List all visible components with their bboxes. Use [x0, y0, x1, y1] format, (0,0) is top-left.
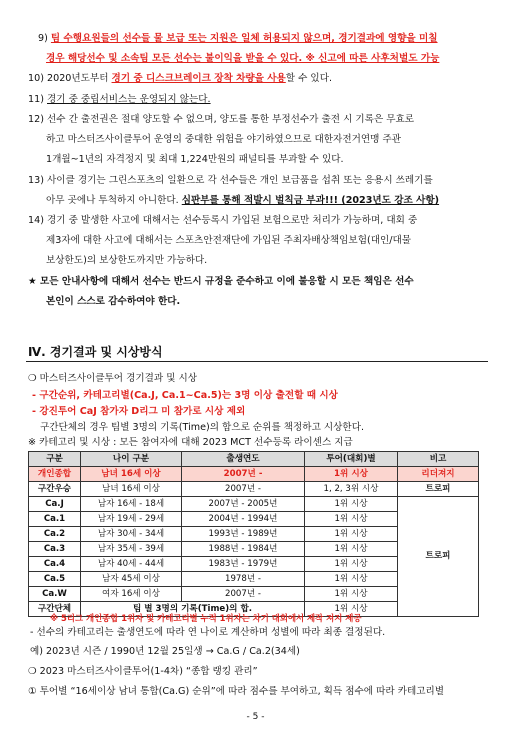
rule-13-emphasis: 심판부를 통해 적발시 벌칙금 부과!!! (2023년도 강조 사항) — [181, 195, 440, 206]
rule-9-number: 9) — [38, 33, 48, 44]
table-cell: 2007년 - 2005년 — [182, 497, 305, 512]
table-cell: 구간단체 — [29, 602, 81, 617]
table-cell: 1, 2, 3위 시상 — [305, 482, 398, 497]
jersey-note: ※ 5리그 개인종합 1위자 및 카테고리별 누적 1위자는 차기 대회에서 제작 져지 제공 — [50, 613, 362, 623]
table-cell: 개인종합 — [29, 467, 81, 482]
table-cell: 리더져지 — [398, 467, 479, 482]
category-calc-note: - 선수의 카테고리는 출생연도에 따라 연 나이로 계산하며 성별에 따라 최종 결정된다. — [30, 627, 386, 638]
rule-13-line-1: 13) 사이클 경기는 그린스포츠의 일환으로 각 선수들은 개인 보급품을 섭취 또는 응용시 쓰레기를 — [28, 175, 433, 186]
table-cell: 여자 16세 이상 — [81, 587, 182, 602]
rule-9-line-2 — [46, 53, 439, 65]
header-cell: 투어(대회)별 — [305, 452, 398, 467]
table-cell: 남자 40세 - 44세 — [81, 557, 182, 572]
table-cell: Ca.5 — [29, 572, 81, 587]
table-row — [29, 482, 479, 497]
table-cell: 1978년 - — [182, 572, 305, 587]
rule-14-line-2: 제3자에 대한 사고에 대해서는 스포츠안전재단에 가입된 주최자배상책임보험(대인/대물 — [46, 235, 412, 246]
table-cell: 트로피 — [398, 482, 479, 497]
header-cell: 구분 — [29, 452, 81, 467]
table-cell: 남자 19세 - 29세 — [81, 512, 182, 527]
team-ranking-note: 구간단체의 경우 팀별 3명의 기록(Time)의 합으로 순위를 책정하고 시상한다. — [40, 422, 365, 433]
table-cell: 남자 45세 이상 — [81, 572, 182, 587]
rule-14-line-1: 14) 경기 중 발생한 사고에 대해서는 선수등록시 가입된 보험으로만 처리가 가능하며, 대회 중 — [28, 215, 418, 226]
rule-10-highlight: 경기 중 디스크브레이크 장착 차량을 사용 — [111, 73, 286, 84]
table-cell: 남자 30세 - 34세 — [81, 527, 182, 542]
ranking-item-1: ① 투어별 “16세이상 남녀 통합(Ca.G) 순위”에 따라 점수를 부여하고, 획득 점수에 따라 카테고리별 — [28, 686, 445, 697]
table-cell: 1위 시상 — [305, 497, 398, 512]
rule-12-line-1: 12) 선수 간 출전권은 절대 양도할 수 없으며, 양도를 통한 부정선수가 출전 시 기록은 무효로 — [28, 114, 415, 125]
table-cell: 1위 시상 — [305, 512, 398, 527]
rule-11 — [28, 94, 211, 106]
rule-10 — [28, 73, 332, 85]
rule-12-line-2: 하고 마스터즈사이클투어 운영의 중대한 위험을 야기하였으므로 대한자전거연맹 주관 — [46, 134, 401, 145]
notice-line-2: 본인이 스스로 감수하여야 한다. — [46, 296, 181, 307]
table-cell: 구간우승 — [29, 482, 81, 497]
table-cell: 2007년 - — [182, 467, 305, 482]
table-cell: Ca.1 — [29, 512, 81, 527]
ranking-bullet: ❍ 2023 마스터즈사이클투어(1-4차) “종합 랭킹 관리” — [28, 666, 258, 677]
table-cell: 1위 시상 — [305, 572, 398, 587]
rule-13-pre: 아무 곳에나 투척하지 아니한다. — [46, 195, 182, 206]
example-note: 예) 2023년 시즌 / 1990년 12월 25일생 → Ca.G / Ca.2(34세) — [30, 646, 300, 657]
heading-underline — [26, 361, 488, 362]
table-cell: 1위 시상 — [305, 557, 398, 572]
rule-9-text-a: 팀 수행요원들의 선수들 물 보급 또는 지원은 일체 허용되지 않으며, 경기결과에 영향을 미칠 — [50, 33, 438, 44]
rule-9-text-b: 경우 해당선수 및 소속팀 모든 선수는 불이익을 받을 수 있다. ※ 신고에 따른 사후처벌도 가능 — [46, 53, 440, 64]
table-cell: 1위 시상 — [305, 587, 398, 602]
table-cell: 1위 시상 — [305, 602, 398, 617]
table-row — [29, 467, 479, 482]
table-row — [29, 497, 479, 512]
page-number: - 5 - — [246, 712, 265, 722]
category-table — [28, 451, 479, 617]
table-cell: 2007년 - — [182, 482, 305, 497]
table-header-row — [29, 452, 479, 467]
table-cell: 1983년 - 1979년 — [182, 557, 305, 572]
table-cell: 팀 별 3명의 기록(Time)의 합. — [81, 602, 305, 617]
table-cell: Ca.3 — [29, 542, 81, 557]
table-cell: Ca.4 — [29, 557, 81, 572]
rule-11-text: 경기 중 중립서비스는 운영되지 않는다. — [47, 94, 211, 105]
header-cell: 나이 구분 — [81, 452, 182, 467]
rule-9-line-1 — [38, 33, 438, 45]
table-cell: 1988년 - 1984년 — [182, 542, 305, 557]
table-cell: 2004년 - 1994년 — [182, 512, 305, 527]
section-heading: Ⅳ. 경기결과 및 시상방식 — [28, 345, 163, 359]
table-cell: 1위 시상 — [305, 527, 398, 542]
rule-12-line-3: 1개월~1년의 자격정지 및 최대 1,224만원의 패널티를 부과할 수 있다. — [46, 154, 344, 165]
table-cell: 1위 시상 — [305, 542, 398, 557]
rule-14-line-3: 보상한도)의 보상한도까지만 가능하다. — [46, 255, 208, 266]
table-cell: 2007년 - — [182, 587, 305, 602]
rule-10-post: 할 수 있다. — [285, 73, 333, 84]
results-bullet: ❍ 마스터즈사이클투어 경기결과 및 시상 — [28, 373, 198, 384]
rule-13-line-2 — [46, 195, 439, 207]
table-cell: 1993년 - 1989년 — [182, 527, 305, 542]
table-cell-trophy: 트로피 — [398, 497, 479, 617]
table-cell: Ca.W — [29, 587, 81, 602]
table-cell: Ca.2 — [29, 527, 81, 542]
table-cell: 남자 16세 - 18세 — [81, 497, 182, 512]
table-cell: 남녀 16세 이상 — [81, 467, 182, 482]
rule-10-pre: 10) 2020년도부터 — [28, 73, 112, 84]
rule-11-number: 11) — [28, 94, 48, 105]
header-cell: 비고 — [398, 452, 479, 467]
header-cell: 출생연도 — [182, 452, 305, 467]
table-cell: 1위 시상 — [305, 467, 398, 482]
award-exclusion: - 강진투어 CaJ 참가자 D리그 미 참가로 시상 제외 — [32, 406, 246, 417]
notice-line-1: ★ 모든 안내사항에 대해서 선수는 반드시 규정을 준수하고 이에 불응할 시 모든 책임은 선수 — [28, 276, 414, 287]
table-cell: Ca.J — [29, 497, 81, 512]
award-condition: - 구간순위, 카테고리별(Ca.J, Ca.1~Ca.5)는 3명 이상 출전할 때 시상 — [32, 390, 338, 401]
category-note: ※ 카테고리 및 시상 : 모든 참여자에 대해 2023 MCT 선수등록 라이센스 지급 — [28, 437, 353, 448]
table-cell: 남녀 16세 이상 — [81, 482, 182, 497]
table-cell: 남자 35세 - 39세 — [81, 542, 182, 557]
